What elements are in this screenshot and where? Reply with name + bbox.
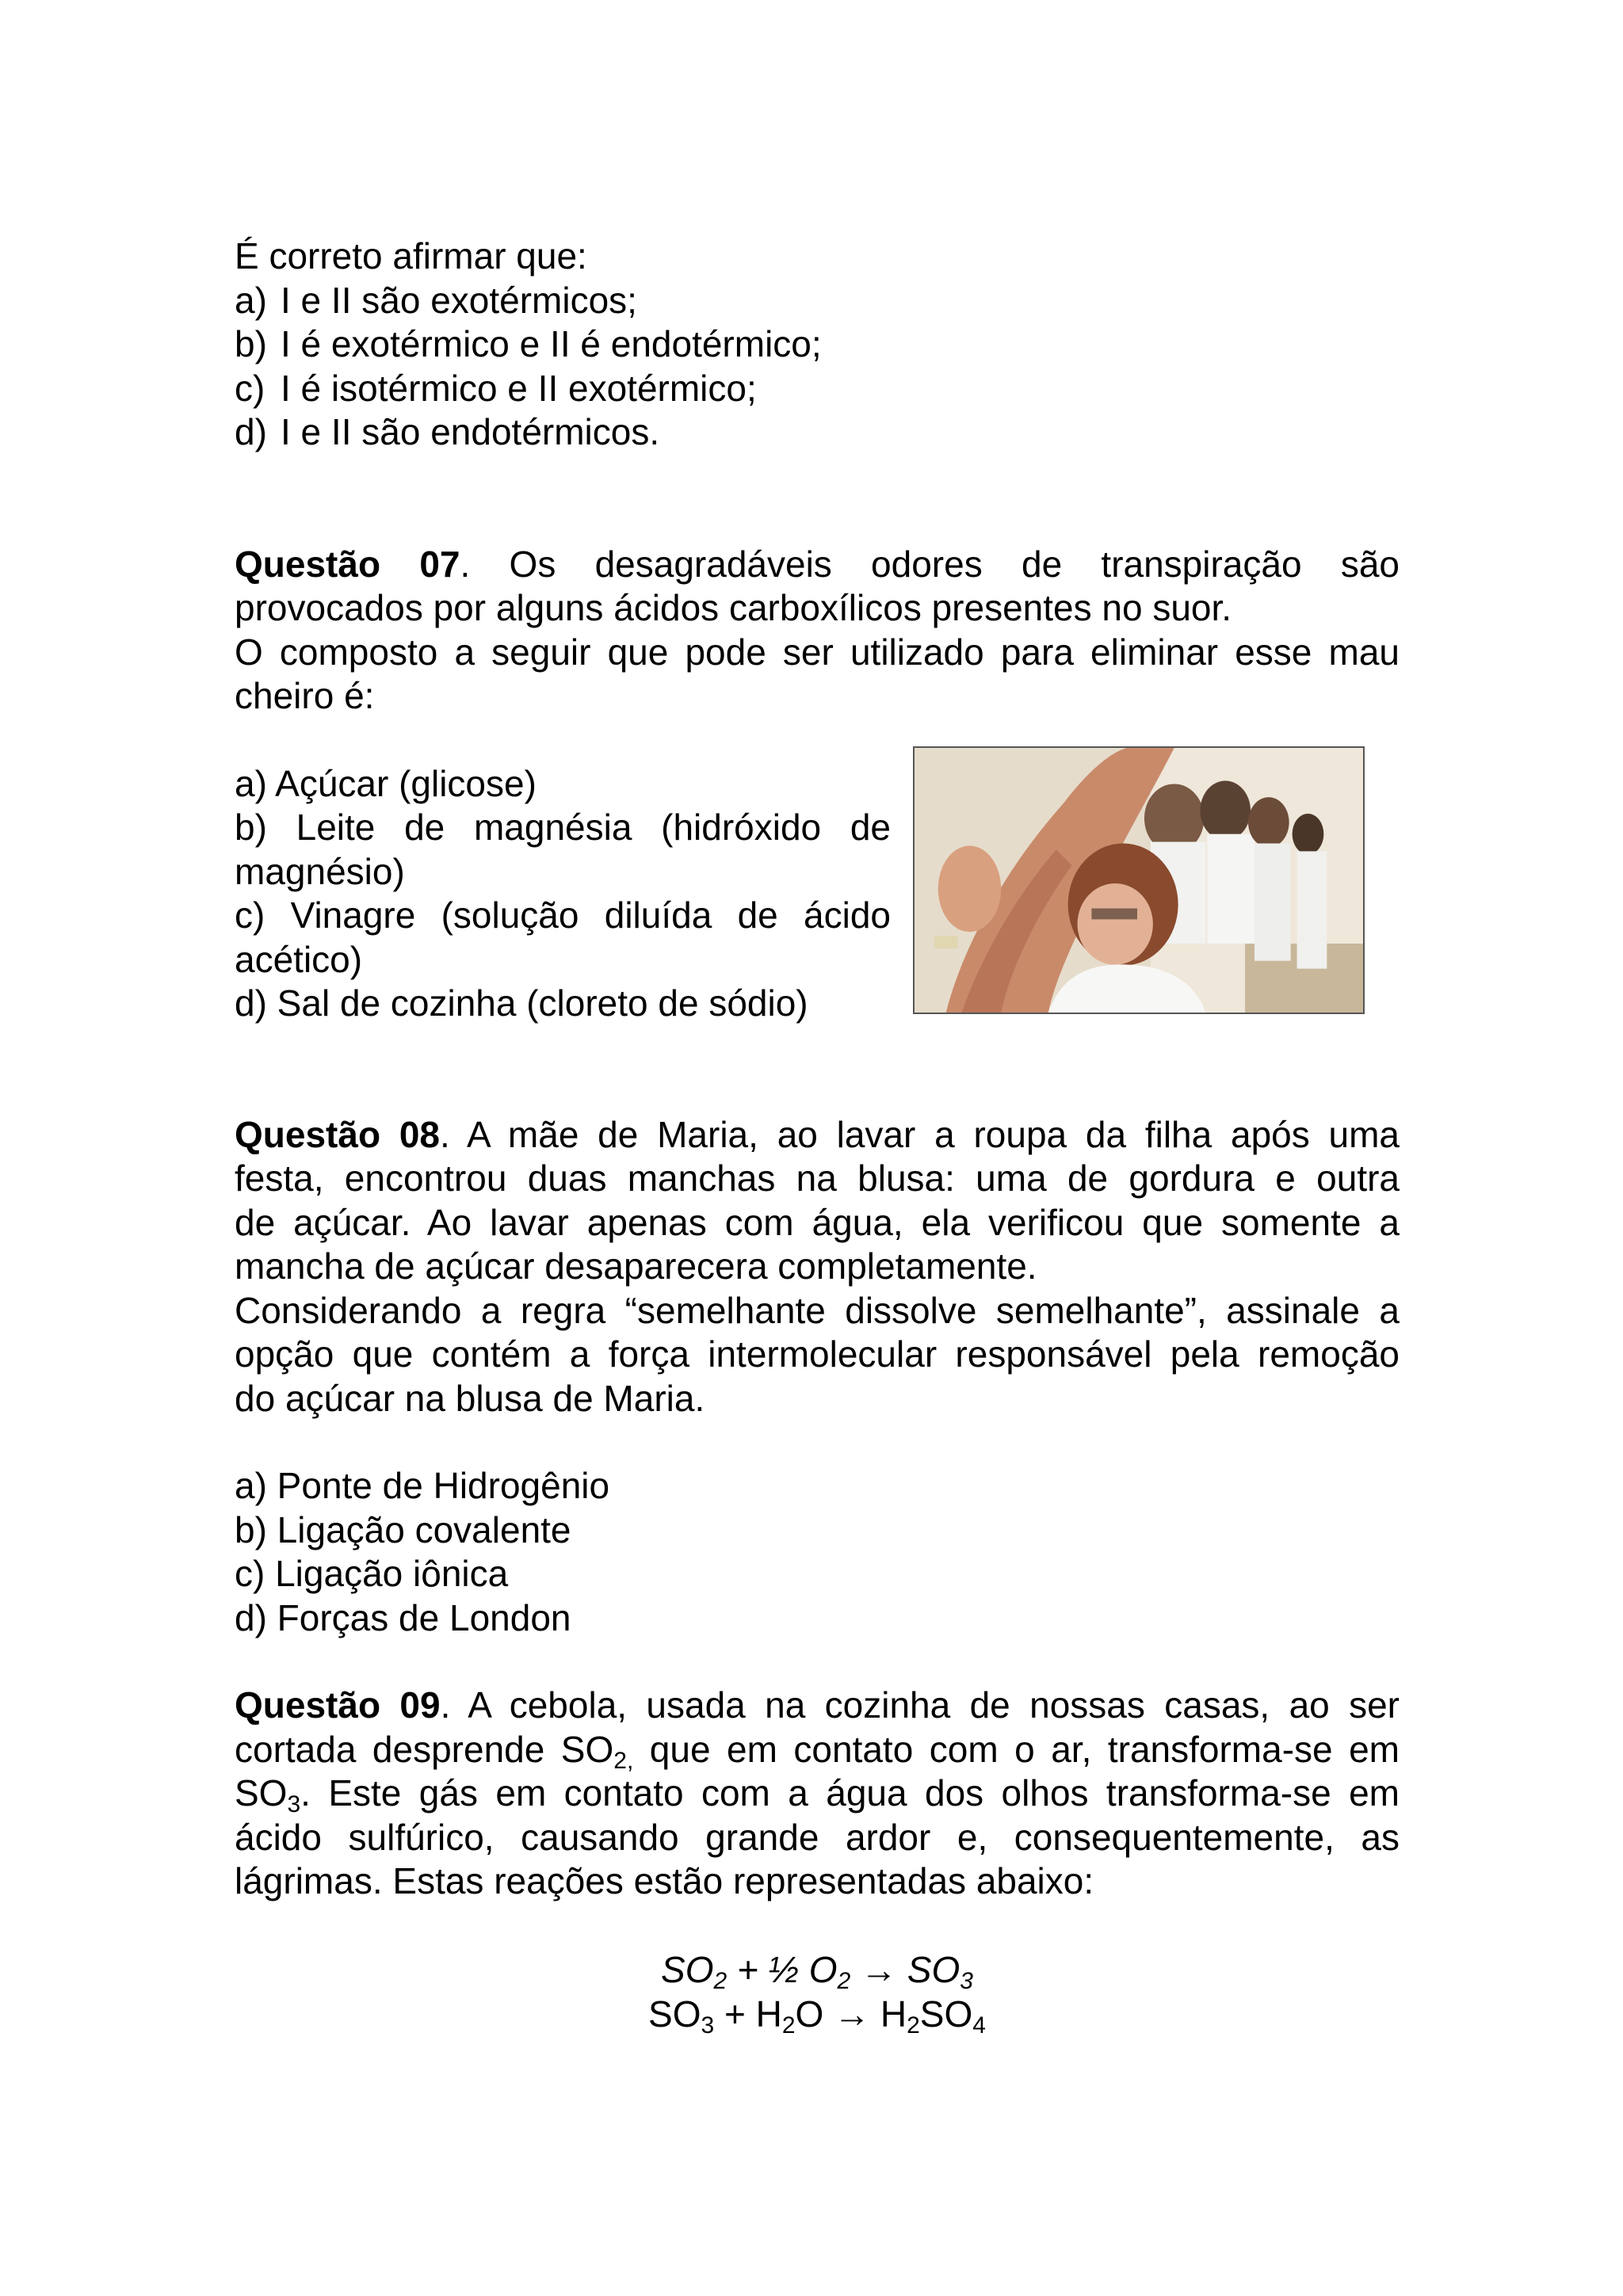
intro-section [235,235,1400,455]
q07-option-b: b) Leite de magnésia (hidróxido de [235,807,891,848]
q08-line-2: festa, encontrou duas manchas na blusa: uma de gordura e outra [235,1158,1400,1199]
q07-title: Questão 07 [235,543,460,585]
question-09 [235,1684,1400,2039]
q08-option-c: c) Ligação iônica [235,1553,509,1594]
q08-line-6: opção que contém a força intermolecular responsável pela remoção [235,1333,1400,1375]
q08-line-5: Considerando a regra “semelhante dissolve semelhante”, assinale a [235,1289,1400,1331]
intro-option-b: b) I é exotérmico e II é endotérmico; [235,323,822,364]
q07-option-d: d) Sal de cozinha (cloreto de sódio) [235,982,808,1024]
q07-option-c: c) Vinagre (solução diluída de ácido [235,894,891,936]
q07-options [235,762,891,1026]
q08-option-d: d) Forças de London [235,1596,571,1638]
q07-options-with-photo [235,762,1400,1026]
intro-lead: É correto afirmar que: [235,235,587,277]
q08-option-b: b) Ligação covalente [235,1508,571,1550]
q07-line-3: O composto a seguir que pode ser utilizado para eliminar esse mau [235,631,1400,673]
q07-option-b-cont: magnésio) [235,850,405,892]
q07-line-4: cheiro é: [235,675,375,716]
reaction-equations [235,1947,1400,2039]
q07-line-1: Questão 07. Os desagradáveis odores de transpiração são [235,543,1400,585]
document-page [235,235,1400,2039]
question-08 [235,1113,1400,1641]
q09-line-4: ácido sulfúrico, causando grande ardor e, consequentemente, as [235,1816,1400,1858]
q08-line-1: Questão 08. A mãe de Maria, ao lavar a roupa da filha após uma [235,1113,1400,1155]
q08-option-a: a) Ponte de Hidrogênio [235,1465,610,1506]
q07-line-2: provocados por alguns ácidos carboxílicos presentes no suor. [235,587,1232,628]
intro-option-a: a) I e II são exotérmicos; [235,279,637,321]
equation-1: $SO_2$ + ½ $O_2 \to SO_3$ [661,1948,973,1994]
q08-line-7: do açúcar na blusa de Maria. [235,1377,705,1419]
equation-2: $SO_3 + H_2O \to H_2SO_4$ [648,1993,986,2039]
question-07 [235,543,1400,1026]
intro-option-c: c) I é isotérmico e II exotérmico; [235,367,757,409]
q07-option-a: a) Açúcar (glicose) [235,762,537,804]
q09-line-3: $SO_3$. Este gás em contato com a água dos olhos transforma-se em [235,1772,1400,1817]
q09-line-1: Questão 09. A cebola, usada na cozinha de nossas casas, ao ser [235,1684,1400,1726]
armpit-sniffing-photo [913,746,1365,1014]
q07-option-c-cont: acético) [235,938,363,980]
q09-line-2: cortada desprende $SO_{2,}$ que em contato com o ar, transforma-se em [235,1728,1400,1774]
q08-line-4: mancha de açúcar desaparecera completamente. [235,1245,1037,1287]
q08-line-3: de açúcar. Ao lavar apenas com água, ela verificou que somente a [235,1201,1400,1243]
intro-option-d: d) I e II são endotérmicos. [235,411,660,452]
q09-line-5: lágrimas. Estas reações estão representadas abaixo: [235,1860,1094,1901]
q08-title: Questão 08 [235,1113,440,1155]
q09-title: Questão 09 [235,1684,441,1726]
